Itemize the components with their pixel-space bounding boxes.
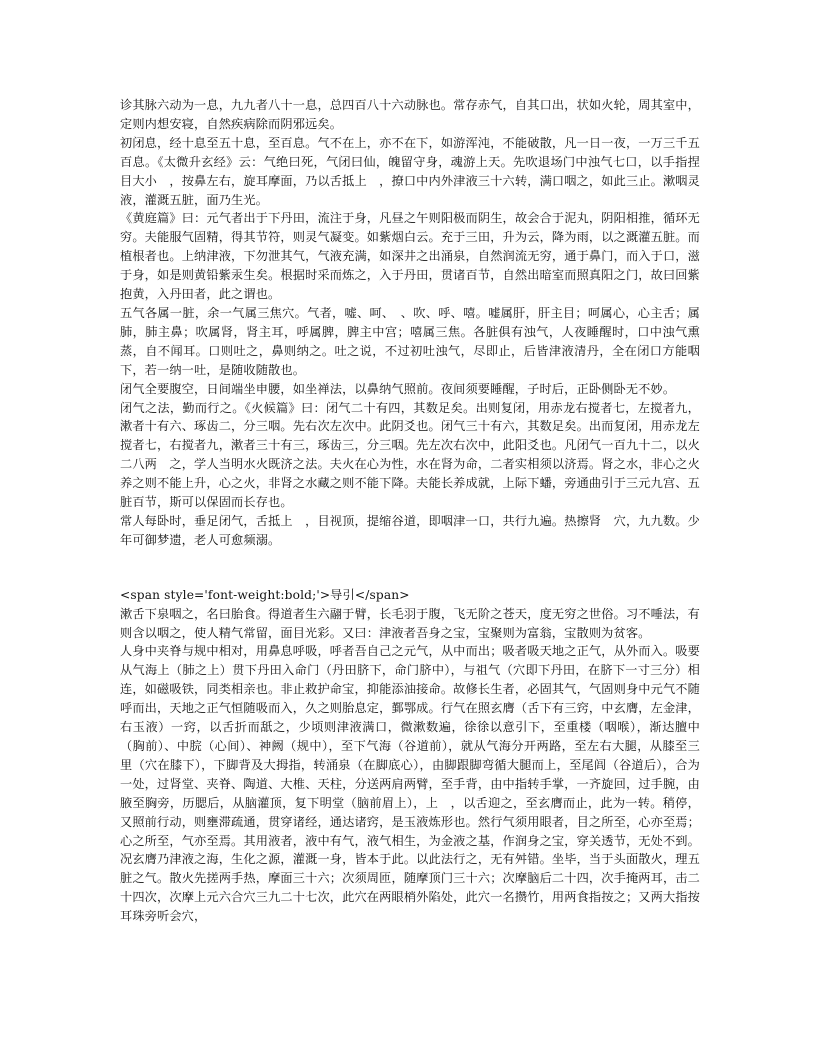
- paragraph-empty-belly: 闭气全要腹空，日间端坐申腰，如坐禅法，以鼻纳气照前。夜间须要睡醒，子时后，正卧侧卧无不妙。: [120, 381, 676, 396]
- paragraph-huohou: 闭气之法，勤而行之。《火候篇》曰：闭气二十有四，其数足矣。出则复闭，用赤龙右搅者七，左搅者九，漱者十有六、琢齿二，分三咽。先右次左次中。此阴爻也。闭气三十有六，其数足矣。出而复闭，用赤龙左搅者七，右搅者九，漱者三十有三，琢齿三，分三咽。先左次右次中，此阳爻也。凡闭气一百九十二，以火二八两 之，学人当明水火既济之法。夫火在心为性，水在肾为命，二者实相须以济焉。肾之水，非心之火养之则不能上升，心之火，非肾之水藏之则不能下降。夫能长养成就，上际下蟠，旁通曲引于三元九宫、五脏百节，斯可以保固而长存也。: [120, 400, 700, 510]
- document-page: [120, 96, 700, 926]
- paragraph-circulation: 人身中夹脊与规中相对，用鼻息呼吸，呼者吾自己之元气，从中而出；吸者吸天地之正气，从外而入。吸要从气海上（肺之上）贯下丹田入命门（丹田脐下，命门脐中），与祖气（穴即下丹田，在脐下一寸三分）相连，如磁吸铁，同类相亲也。非止救护命宝，抑能添油接命。故修长生者，必固其气，气固则身中元气不随呼而出，天地之正气恒随吸而入，久之则胎息定，鄞鄂成。行气在照玄膺（舌下有三窍，中玄膺，左金津，右玉液）一窍，以舌折而舐之，少顷则津液满口，微漱数遍，徐徐以意引下，至重楼（咽喉），渐达膻中（胸前）、中脘（心间）、神阙（规中），至下气海（谷道前），就从气海分开两路，至左右大腿，从膝至三里（穴在膝下），下脚背及大拇指，转涌泉（在脚底心），由脚跟脚弯循大腿而上，至尾闾（谷道后），合为一处，过肾堂、夹脊、陶道、大椎、天柱，分送两肩两臂，至手背，由中指转手掌，一齐旋回，过手腕，由腋至胸旁，历腮后，从脑灌顶，复下明堂（脑前眉上），上 ，以舌迎之，至玄膺而止，此为一转。稍停，又照前行动，则壅滞疏通，贯穿诸经，通达诸窍，是玉液炼形也。然行气须用眼者，目之所至，心亦至焉；心之所至，气亦至焉。其用液者，液中有气，液气相生，为金液之基，作润身之宝，穿关透节，无处不到。况玄膺乃津液之海，生化之源，灌溉一身，皆本于此。以此法行之，无有舛错。坐毕，当于头面散火，理五脏之气。散火先搓两手热，摩面三十六；次须周匝，随摩顶门三十六；次摩脑后二十四，次手掩两耳，击二十四次，次摩上元六合穴三九二十七次，此穴在两眼梢外陷处，此穴一名攒竹，用两食指按之；又两大指按耳珠旁听会穴，: [120, 644, 700, 924]
- paragraph-pulse: 诊其脉六动为一息，九九者八十一息，总四百八十六动脉也。常存赤气，自其口出，状如火轮，周其室中，定则内想安寝，自然疾病除而阴邪远矣。: [120, 98, 700, 131]
- section-heading-daoyin: <span style='font-weight:bold;'>导引</span>: [120, 587, 410, 602]
- paragraph-huangting: 《黄庭篇》曰：元气者出于下丹田，流注于身，凡昼之午则阳极而阴生，故会合于泥丸，阴阳相推，循环无穷。夫能服气固精，得其节符，则灵气凝变。如紫烟白云。充于三田，升为云，降为雨，以之溉灌五脏。而植根者也。上纳津液，下勿泄其气，气液充满，如深井之出涌泉，自然润流无穷，通于鼻门，而入于口，滋于身，如是则黄铅紫汞生矣。根据时采而炼之，入于丹田，贯诸百节，自然出暗室而照真阳之门，故曰回紫抱黄，入丹田者，此之谓也。: [120, 211, 700, 302]
- paragraph-bedtime: 常人每卧时，垂足闭气，舌抵上 ，目视顶，提缩谷道，即咽津一口，共行九遍。热擦肾 穴，九九数。少年可御梦遗，老人可愈频溺。: [120, 513, 700, 547]
- section-spacer: [120, 550, 700, 586]
- paragraph-breath-holding: 初闭息，经十息至五十息，至百息。气不在上，亦不在下，如游浑沌，不能破散，凡一日一夜，一万三千五百息。《太微升玄经》云：气绝曰死，气闭曰仙，魄留守身，魂游上天。先吹退场门中浊气七口，以手指捏目大小 ，按鼻左右，旋耳摩面，乃以舌抵上 ，撩口中内外津液三十六转，满口咽之，如此三止。漱咽灵液，灌溉五脏，面乃生光。: [120, 135, 700, 207]
- paragraph-tai-shi: 漱舌下泉咽之，名曰胎食。得道者生六翮于臂，长毛羽于腹，飞无阶之苍天，度无穷之世俗。习不唾法，有则含以咽之，使人精气常留，面目光彩。又曰：津液者吾身之宝，宝聚则为富翁，宝散则为贫客。: [120, 606, 700, 640]
- paragraph-five-qi: 五气各属一脏，余一气属三焦穴。气者，嘘、呵、 、吹、呼、嘻。嘘属肝，肝主目；呵属心，心主舌；属肺，肺主鼻；吹属肾，肾主耳，呼属脾，脾主中宫；嘻属三焦。各脏俱有浊气，人夜睡醒时，口中浊气熏蒸，自不闻耳。口则吐之，鼻则纳之。吐之说，不过初吐浊气，尽即止，后皆津液清丹，全在闭口方能咽下，若一纳一吐，是随收随散也。: [120, 305, 700, 377]
